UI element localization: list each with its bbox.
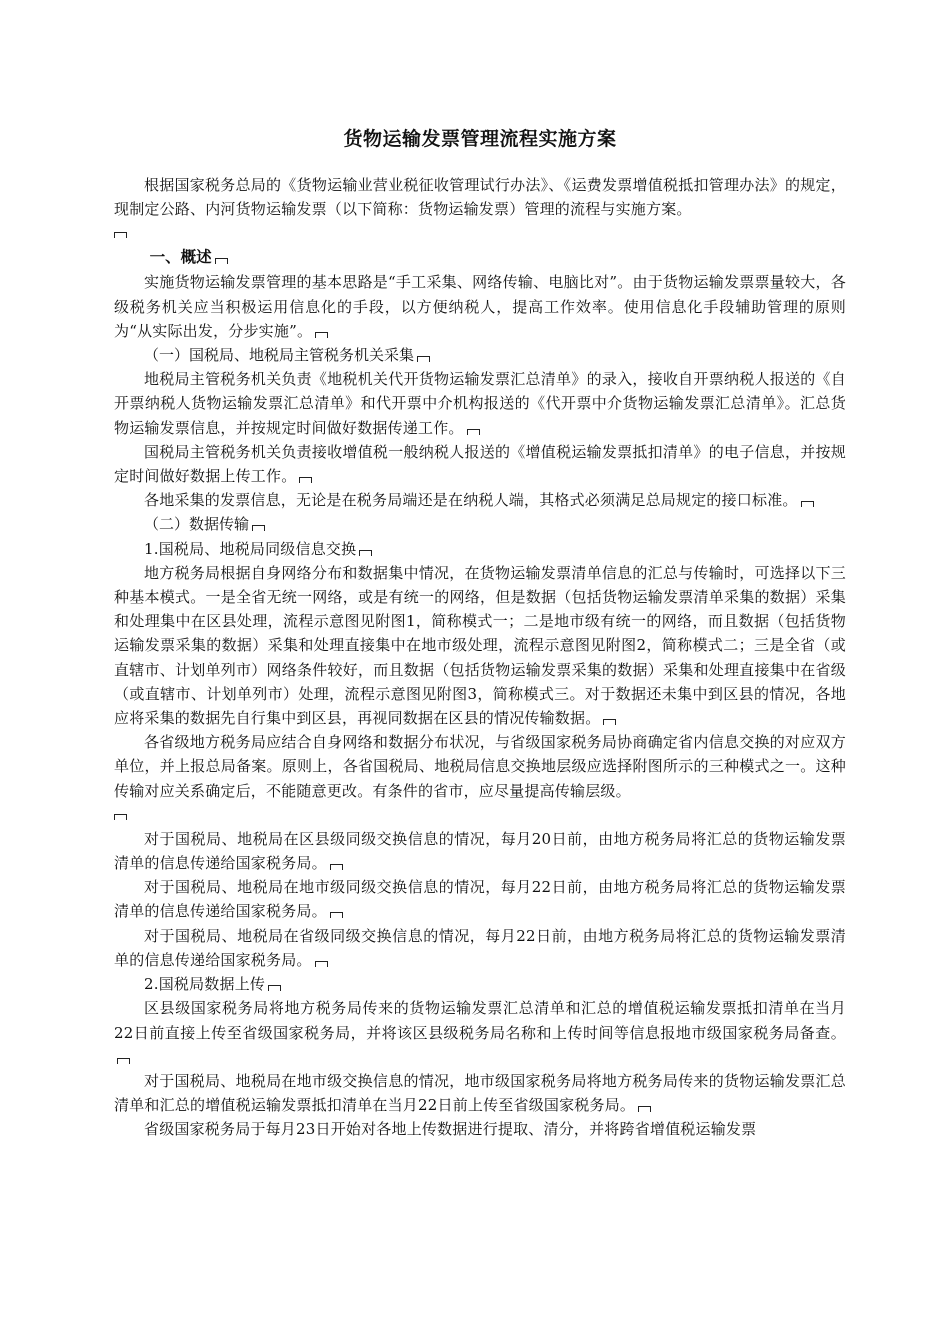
paragraph-mark-icon xyxy=(359,550,372,556)
paragraph: 各地采集的发票信息，无论是在税务局端还是在纳税人端，其格式必须满足总局规定的接口标准。 xyxy=(114,488,846,512)
paragraph-mark-icon xyxy=(315,332,328,338)
paragraph: 国税局主管税务机关负责接收增值税一般纳税人报送的《增值税运输发票抵扣清单》的电子信息，并按规定时间做好数据上传工作。 xyxy=(114,442,846,486)
subsection-heading: （二）数据传输 xyxy=(114,512,846,536)
paragraph-mark-icon xyxy=(315,961,328,967)
paragraph: 各省级地方税务局应结合自身网络和数据分布状况，与省级国家税务局协商确定省内信息交换的对应双方单位，并上报总局备案。原则上，各省国税局、地税局信息交换地层级应选择附图所示的三种模式之一。这种传输对应关系确定后，不能随意更改。有条件的省市，应尽量提高传输层级。 xyxy=(114,733,846,800)
paragraph-mark-icon xyxy=(299,477,312,483)
paragraph: 区县级国家税务局将地方税务局传来的货物运输发票汇总清单和汇总的增值税运输发票抵扣清单在当月22日前直接上传至省级国家税务局，并将该区县级税务局名称和上传时间等信息报地市级国家税务局备查。 xyxy=(114,996,846,1069)
paragraph-mark-icon xyxy=(114,232,127,238)
paragraph-mark-icon xyxy=(467,429,480,435)
paragraph-mark-icon xyxy=(117,1058,130,1064)
paragraph-mark-icon xyxy=(215,258,228,264)
paragraph-mark-icon xyxy=(114,814,127,820)
paragraph-mark-icon xyxy=(330,912,343,918)
paragraph: 地方税务局根据自身网络分布和数据集中情况，在货物运输发票清单信息的汇总与传输时，可选择以下三种基本模式。一是全省无统一网络，或是有统一的网络，但是数据（包括货物运输发票清单采集的数据）采集和处理集中在区县处理，流程示意图见附图1，简称模式一；二是地市级有统一的网络，而且数据（包括货物运输发票采集的数据）采集和处理直接集中在地市级处理，流程示意图见附图2，简称模式二；三是全省（或直辖市、计划单列市）网络条件较好，而且数据（包括货物运输发票采集的数据）采集和处理直接集中在省级（或直辖市、计划单列市）处理，流程示意图见附图3，简称模式三。对于数据还未集中到区县的情况，各地应将采集的数据先自行集中到区县，再视同数据在区县的情况传输数据。 xyxy=(114,563,846,728)
doc-title: 货物运输发票管理流程实施方案 xyxy=(343,128,617,150)
paragraph: 对于国税局、地税局在地市级同级交换信息的情况，每月22日前，由地方税务局将汇总的货物运输发票清单的信息传递给国家税务局。 xyxy=(114,878,846,921)
paragraph-mark-icon xyxy=(603,719,616,725)
item-heading: 1.国税局、地税局同级信息交换 xyxy=(114,537,846,561)
paragraph-mark-icon xyxy=(330,864,343,870)
intro-paragraph: 根据国家税务总局的《货物运输业营业税征收管理试行办法》、《运费发票增值税抵扣管理办法》的规定，现制定公路、内河货物运输发票（以下简称：货物运输发票）管理的流程与实施方案。 xyxy=(114,176,846,219)
paragraph-mark-icon xyxy=(252,525,265,531)
paragraph: 省级国家税务局于每月23日开始对各地上传数据进行提取、清分，并将跨省增值税运输发票 xyxy=(144,1120,757,1139)
paragraph: 地税局主管税务机关负责《地税机关代开货物运输发票汇总清单》的录入，接收自开票纳税人报送的《自开票纳税人货物运输发票汇总清单》和代开票中介机构报送的《代开票中介货物运输发票汇总清单》。汇总货物运输发票信息，并按规定时间做好数据传递工作。 xyxy=(114,370,846,437)
document-page xyxy=(114,120,846,1142)
paragraph-mark xyxy=(114,221,846,245)
paragraph-mark-icon xyxy=(417,356,430,362)
item-heading: 2.国税局数据上传 xyxy=(114,972,846,996)
section-heading: 一、概述 xyxy=(114,245,846,270)
paragraph-mark xyxy=(114,803,846,827)
paragraph: 实施货物运输发票管理的基本思路是“手工采集、网络传输、电脑比对”。由于货物运输发票票量较大，各级税务机关应当积极运用信息化的手段，以方便纳税人，提高工作效率。使用信息化手段辅助管理的原则为“从实际出发，分步实施”。 xyxy=(114,273,846,340)
paragraph: 对于国税局、地税局在区县级同级交换信息的情况，每月20日前，由地方税务局将汇总的货物运输发票清单的信息传递给国家税务局。 xyxy=(114,829,846,873)
paragraph: 对于国税局、地税局在省级同级交换信息的情况，每月22日前，由地方税务局将汇总的货物运输发票清单的信息传递给国家税务局。 xyxy=(114,926,846,969)
paragraph-mark-icon xyxy=(268,985,281,991)
paragraph-mark-icon xyxy=(801,501,814,507)
paragraph: 对于国税局、地税局在地市级交换信息的情况，地市级国家税务局将地方税务局传来的货物运输发票汇总清单和汇总的增值税运输发票抵扣清单在当月22日前上传至省级国家税务局。 xyxy=(114,1071,846,1115)
paragraph-mark-icon xyxy=(638,1106,651,1112)
subsection-heading: （一）国税局、地税局主管税务机关采集 xyxy=(114,343,846,367)
